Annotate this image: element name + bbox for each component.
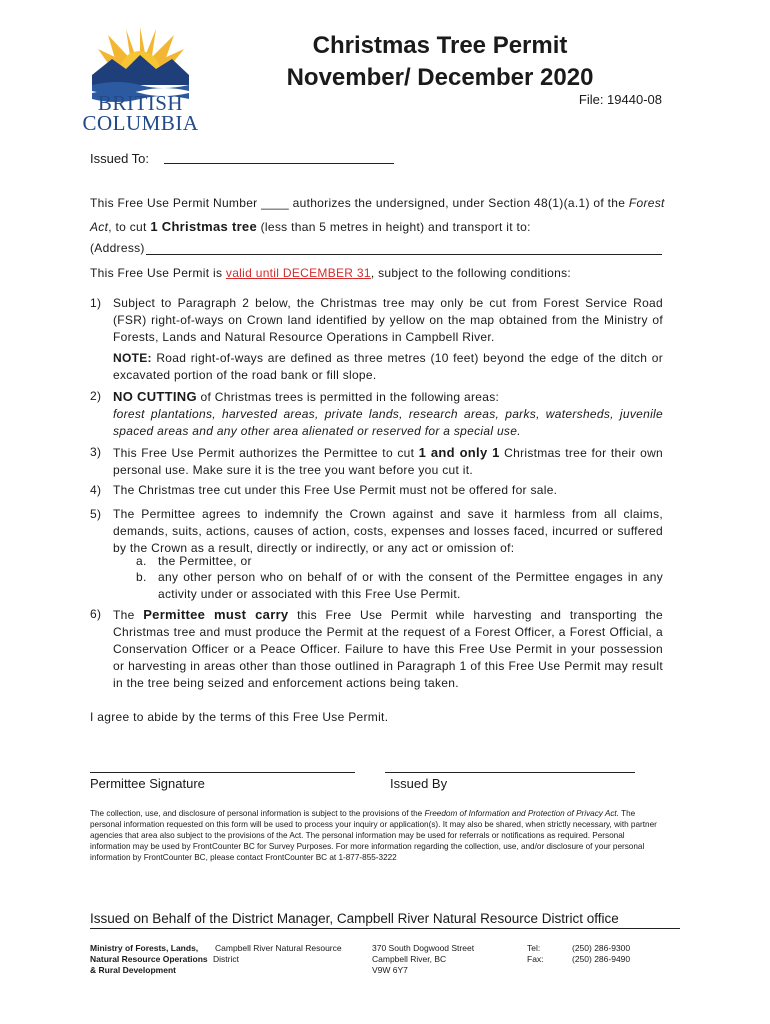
- footer-divider: [90, 928, 680, 929]
- condition-2-number: 2): [90, 389, 102, 403]
- condition-5-text: The Permittee agrees to indemnify the Crown against and save it harmless from all claims, demands, suits, actions, causes of action, costs, expenses and losses faced, incurred or suffered by the Crown as a result, directly or indirectly, or any act or omission of:: [113, 507, 663, 555]
- footer-phone-numbers: [572, 943, 630, 965]
- permittee-signature-field[interactable]: [90, 758, 355, 773]
- privacy-notice: The collection, use, and disclosure of personal information is subject to the provisions of the Freedom of Information and Protection of Privacy Act. The personal information requested on this form will be used to process your inquiry or application(s). It may also be shared, when strictly necessary, with partner agencies that area also subject to the provisions of the Act. The personal information may be used for referrals or notifications as required. Personal information may be used by FrontCounter BC for Survey Purposes. For more information regarding the collection, use, and/or disclosure of your personal information by FrontCounter BC, please contact FrontCounter BC at 1-877-855-3222: [90, 809, 657, 862]
- issued-by-label: Issued By: [390, 776, 448, 791]
- footer-district-first-line: Campbell River Natural Resource: [215, 943, 342, 953]
- condition-5a-letter: a.: [136, 554, 147, 568]
- validity-statement: This Free Use Permit is valid until DECEMBER 31, subject to the following conditions:: [90, 266, 572, 280]
- condition-1-number: 1): [90, 296, 102, 310]
- condition-5a-text: the Permittee, or: [158, 554, 252, 568]
- condition-6-number: 6): [90, 607, 102, 621]
- permit-intro-line2: Act, to cut 1 Christmas tree (less than 5 metres in height) and transport it to:: [90, 219, 531, 234]
- footer-phone-labels: Tel: Fax:: [527, 943, 544, 964]
- condition-3-text: This Free Use Permit authorizes the Permittee to cut 1 and only 1 Christmas tree for their own personal use. Make sure it is the tree you want before you cut it.: [113, 445, 664, 477]
- page-subtitle: November/ December 2020: [286, 64, 594, 91]
- page-title: Christmas Tree Permit: [312, 32, 568, 59]
- address-label: (Address): [90, 241, 145, 255]
- agreement-statement: I agree to abide by the terms of this Free Use Permit.: [90, 710, 389, 724]
- condition-5b-text: any other person who on behalf of or with the consent of the Permittee engages in any activity under or associated with this Free Use Permit.: [158, 570, 663, 601]
- file-number: File: 19440-08: [578, 92, 662, 107]
- condition-5b-letter: b.: [136, 570, 147, 584]
- issued-to-label: Issued To:: [90, 151, 150, 166]
- footer-fax: (250) 286-9490: [572, 954, 631, 964]
- logo-word-british: BRITISH: [97, 91, 184, 115]
- bc-logo: [78, 25, 203, 135]
- issued-by-field[interactable]: [385, 758, 635, 773]
- condition-6-text: The Permittee must carry this Free Use Permit while harvesting and transporting the Christmas tree and must produce the Permit at the request of a Forest Officer, a Forest Official, a Conservation Officer or a Peace Officer. Failure to have this Free Use Permit in your possession or harvesting in areas other than those outlined in Paragraph 1 of this Free Use Permit may result in the tree being seized and enforcement actions being taken.: [113, 607, 664, 690]
- logo-word-columbia: COLUMBIA: [82, 111, 199, 135]
- issued-to-field[interactable]: [164, 149, 394, 164]
- issued-on-behalf: Issued on Behalf of the District Manager, Campbell River Natural Resource District office: [90, 911, 619, 926]
- condition-2-text: NO CUTTING of Christmas trees is permitted in the following areas: forest plantations, harvested areas, private lands, research areas, parks, watersheds, juvenile spaced areas and any other area alienated or reserved for a special use.: [113, 389, 663, 438]
- footer-ministry: Ministry of Forests, Lands, Natural Resource Operations & Rural Development: [90, 943, 208, 975]
- permit-intro-paragraph: This Free Use Permit Number ____ authorizes the undersigned, under Section 48(1)(a.1) of the Forest: [90, 196, 665, 210]
- condition-4-text: The Christmas tree cut under this Free Use Permit must not be offered for sale.: [113, 483, 558, 497]
- condition-1-note: NOTE: Road right-of-ways are defined as three metres (10 feet) beyond the edge of the ditch or excavated portion of the road bank or fill slope.: [113, 351, 663, 382]
- footer-tel: (250) 286-9300: [572, 943, 631, 953]
- footer-district-second-line: District: [213, 954, 239, 964]
- condition-3-number: 3): [90, 445, 102, 459]
- footer-address: 370 South Dogwood Street Campbell River, BC V9W 6Y7: [372, 943, 475, 975]
- valid-until-date: valid until DECEMBER 31: [225, 266, 371, 280]
- permittee-signature-label: Permittee Signature: [90, 776, 205, 791]
- condition-5-number: 5): [90, 507, 102, 521]
- address-field[interactable]: [146, 240, 662, 255]
- condition-4-number: 4): [90, 483, 102, 497]
- condition-1-text: Subject to Paragraph 2 below, the Christmas tree may only be cut from Forest Service Road (FSR) right-of-ways on Crown land identified by yellow on the map obtained from the Ministry of Forests, Lands and Natural Resource Operations in Campbell River.: [113, 296, 663, 344]
